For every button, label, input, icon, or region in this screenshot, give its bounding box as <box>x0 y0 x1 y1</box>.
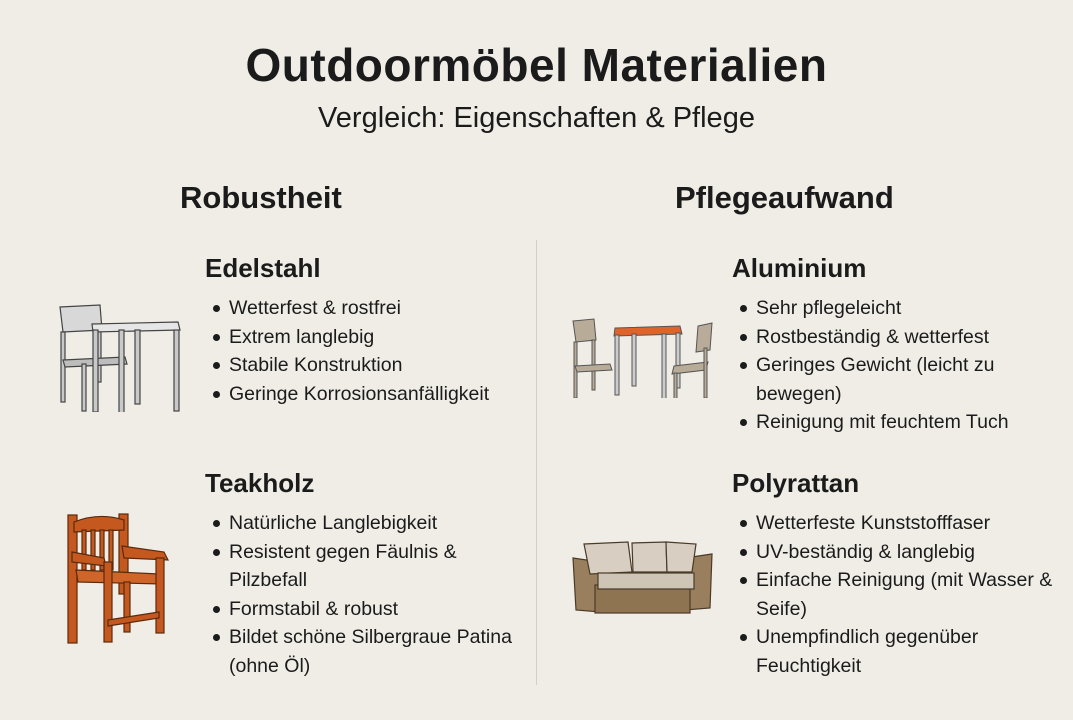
material-teakholz <box>205 468 534 680</box>
list-item: Wetterfest & rostfrei <box>229 294 534 323</box>
material-title: Edelstahl <box>205 253 321 283</box>
column-divider <box>536 240 537 685</box>
list-item: Sehr pflegeleicht <box>756 294 1056 323</box>
list-item: Geringes Gewicht (leicht zu bewegen) <box>756 351 1056 408</box>
list-item: Reinigung mit feuchtem Tuch <box>756 408 1056 437</box>
list-item: Stabile Konstruktion <box>229 351 534 380</box>
stainless-table-chair-icon <box>55 302 185 412</box>
list-item: Extrem langlebig <box>229 323 534 352</box>
list-item: Wetterfeste Kunststofffaser <box>756 509 1056 538</box>
aluminium-dining-set-icon <box>570 318 715 398</box>
polyrattan-sofa-icon <box>570 540 715 618</box>
list-item: Geringe Korrosionsanfälligkeit <box>229 380 534 409</box>
column-heading-robustheit: Robustheit <box>180 180 342 215</box>
material-polyrattan <box>732 468 1056 680</box>
list-item: Bildet schöne Silbergraue Patina (ohne Öl) <box>229 623 534 680</box>
page-subtitle: Vergleich: Eigenschaften & Pflege <box>318 102 755 134</box>
list-item: Formstabil & robust <box>229 595 534 624</box>
material-edelstahl <box>205 253 534 408</box>
list-item: Unempfindlich gegenüber Feuchtigkeit <box>756 623 1056 680</box>
list-item: Natürliche Langlebigkeit <box>229 509 534 538</box>
material-title: Teakholz <box>205 468 315 498</box>
material-aluminium <box>732 253 1056 437</box>
list-item: Resistent gegen Fäulnis & Pilzbefall <box>229 538 534 595</box>
teak-armchair-icon <box>64 512 174 647</box>
list-item: UV-beständig & langlebig <box>756 538 1056 567</box>
column-heading-pflegeaufwand: Pflegeaufwand <box>675 180 894 215</box>
list-item: Einfache Reinigung (mit Wasser & Seife) <box>756 566 1056 623</box>
material-title: Polyrattan <box>732 468 860 498</box>
page-title: Outdoormöbel Materialien <box>245 39 828 91</box>
material-title: Aluminium <box>732 253 867 283</box>
list-item: Rostbeständig & wetterfest <box>756 323 1056 352</box>
